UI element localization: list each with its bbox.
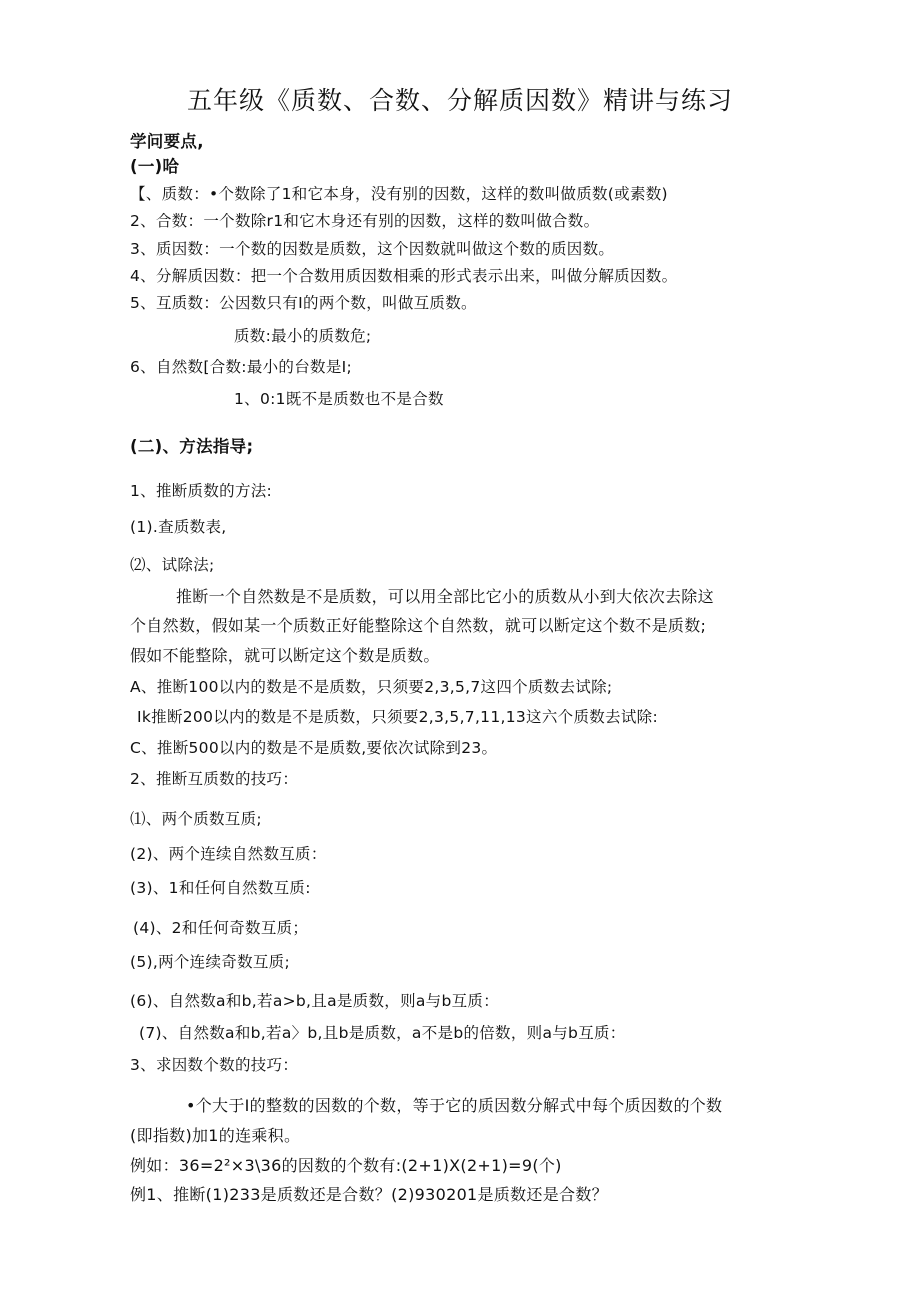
method-1-heading: 1、推断质数的方法: <box>130 482 273 500</box>
natural-number-composite: 6、自然数[合数:最小的台数是I; <box>130 358 353 376</box>
definition-composite: 2、合数：一个数除r1和它木身还有别的因数，这样的数叫做合数。 <box>130 212 600 230</box>
subsection-heading-concepts: (一)哈 <box>130 157 180 176</box>
method-2-heading: 2、推断互质数的技巧： <box>130 770 299 788</box>
coprime-rule-6: (6)、自然数a和b,若a>b,且a是质数，则a与b互质： <box>130 992 500 1010</box>
method-3-heading: 3、求因数个数的技巧： <box>130 1056 299 1074</box>
definition-prime-factor: 3、质因数：一个数的因数是质数，这个因数就叫做这个数的质因数。 <box>130 240 615 258</box>
coprime-rule-3: (3)、1和任何自然数互质: <box>130 879 311 897</box>
coprime-rule-4: (4)、2和任何奇数互质； <box>133 919 309 937</box>
definition-prime: 【、质数：•个数除了1和它本身，没有别的因数，这样的数叫做质数(或素数) <box>130 185 668 203</box>
factor-count-rule: •个大于I的整数的因数的个数，等于它的质因数分解式中每个质因数的个数 <box>186 1096 723 1115</box>
coprime-rule-7: (7)、自然数a和b,若a〉b,且b是质数，a不是b的倍数，则a与b互质： <box>139 1024 626 1042</box>
paragraph-line: 个自然数，假如某一个质数正好能整除这个自然数，就可以断定这个数不是质数; <box>130 616 707 635</box>
section-heading-method: (二)、方法指导; <box>130 437 254 456</box>
method-1-trial-division: ⑵、试除法; <box>130 556 215 574</box>
rule-c: C、推断500以内的数是不是质数,要依次试除到23。 <box>130 739 498 757</box>
factor-count-rule-cont: (即指数)加1的连乘积。 <box>130 1126 301 1145</box>
method-1-table: (1).查质数表, <box>130 518 227 536</box>
example-1-question: 例1、推断(1)233是质数还是合数？(2)930201是质数还是合数？ <box>130 1185 608 1204</box>
paragraph-line: 推断一个自然数是不是质数，可以用全部比它小的质数从小到大依次去除这 <box>176 587 714 606</box>
coprime-rule-2: (2)、两个连续自然数互质： <box>130 845 327 863</box>
definition-coprime: 5、互质数：公因数只有I的两个数，叫做互质数。 <box>130 294 477 312</box>
page-title: 五年级《质数、合数、分解质因数》精讲与练习 <box>186 86 733 115</box>
section-heading-knowledge: 学问要点, <box>130 132 204 151</box>
rule-b: Ik推断200以内的数是不是质数，只须要2,3,5,7,11,13这六个质数去试除: <box>137 708 658 726</box>
coprime-rule-5: (5),两个连续奇数互质; <box>130 953 291 971</box>
definition-factorization: 4、分解质因数：把一个合数用质因数相乘的形式表示出来，叫做分解质因数。 <box>130 267 678 285</box>
coprime-rule-1: ⑴、两个质数互质; <box>130 810 262 828</box>
natural-number-prime: 质数:最小的质数危; <box>234 327 372 345</box>
natural-number-neither: 1、0:1既不是质数也不是合数 <box>234 390 444 408</box>
paragraph-line: 假如不能整除，就可以断定这个数是质数。 <box>130 646 440 665</box>
rule-a: A、推断100以内的数是不是质数，只须要2,3,5,7这四个质数去试除; <box>130 678 613 696</box>
factor-count-example: 例如：36=2²×3\36的因数的个数有:(2+1)X(2+1)=9(个) <box>130 1156 562 1175</box>
